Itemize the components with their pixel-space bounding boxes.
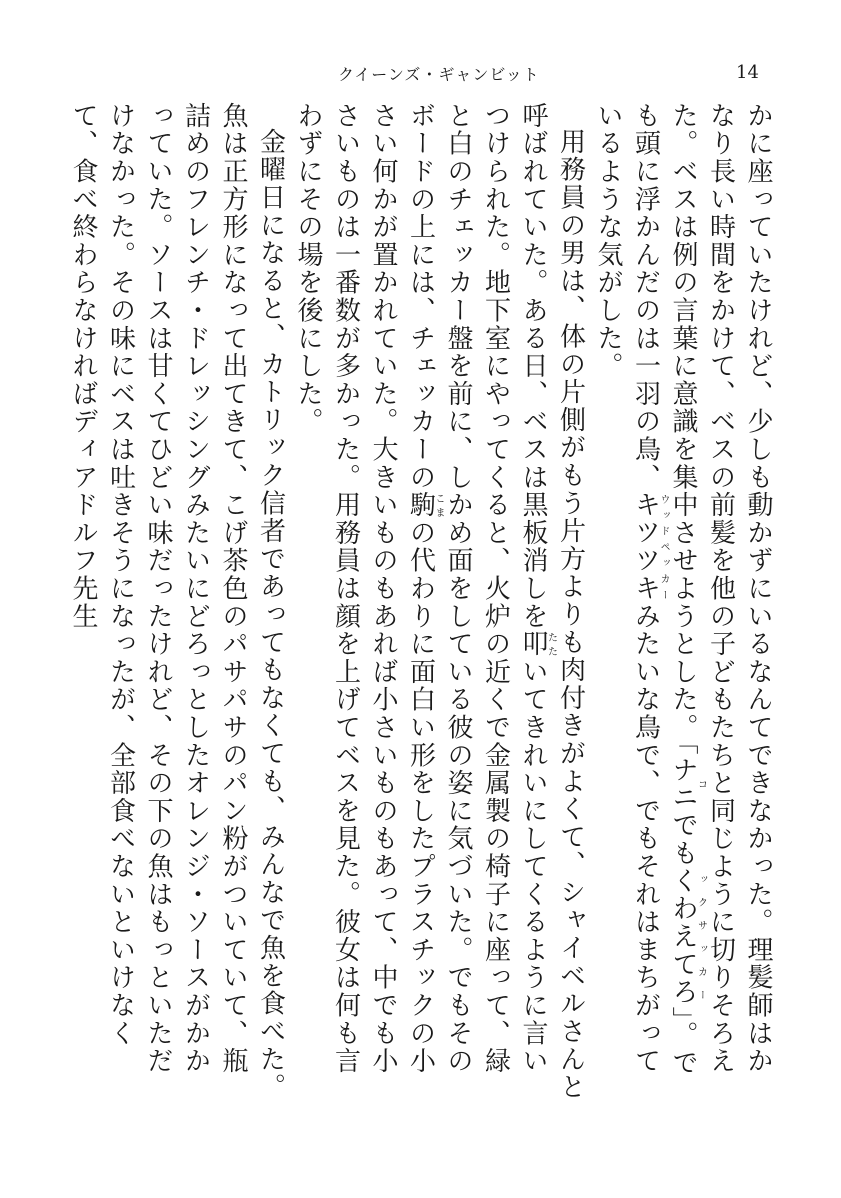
book-title: クイーンズ・ギャンビット (338, 65, 540, 84)
page-number: 14 (736, 62, 759, 83)
ruby-reading: たた (545, 630, 557, 659)
ruby-base: 叩 (518, 630, 548, 659)
paragraph-janitor (289, 102, 589, 1102)
ruby-reading: ウッドペッカー (658, 491, 669, 603)
ruby-annotation (668, 756, 707, 812)
running-head (0, 60, 841, 86)
ruby-annotation (630, 491, 669, 603)
ruby-reading: こま (433, 491, 444, 520)
text-run: いてきれいにしてくるように言いつけられた。地下室にやってくると、火炉の近くで金属製の椅子に座って、緑と白のチェッカー盤を前に、しかめ面をしている彼の姿に気づいた。でもそのボードの上には、チェッカーの (405, 102, 548, 1076)
ruby-base: キツツキ (630, 491, 661, 603)
ruby-annotation (668, 867, 707, 1007)
ruby-base: 駒 (405, 491, 436, 520)
ruby-base: くわえてろ (668, 867, 698, 1007)
ruby-annotation (518, 630, 557, 659)
ruby-reading: コ (695, 756, 707, 812)
text-run: 用務員の男は、体の片側がもう片方よりも肉付きがよくて、シャイベルさんと呼ばれていた。ある日、ベスは黒板消しを (518, 102, 586, 1101)
paragraph-continued (589, 102, 777, 1102)
text-run: の代わりに面白い形をしたプラスチックの小さい何かが置かれていた。大きいものもあれば小さいものもあって、中でも小さいものは一番数が多かった。用務員は顔を上げてベスを見た。彼女は何も言わずにその場を後にした。 (293, 102, 436, 1076)
text-run: 」。でも頭に浮かんだのは一羽の鳥、 (630, 102, 698, 1077)
ruby-reading: ックサッカー (695, 867, 707, 1007)
text-run: でも (668, 811, 698, 868)
text-run: かに座っていたけれど、少しも動かずにいるなんてできなかった。理髪師はかなり長い時間をかけて、ベスの前髪を他の子どもたちと同じように切りそろえた。ベスは例の言葉に意識を集中させようとした。「 (668, 102, 773, 1075)
ruby-annotation (405, 491, 444, 520)
ruby-base: ナニ (668, 756, 698, 812)
text-run: 金曜日になると、カトリック信者であってもなくても、みんなで魚を食べた。魚は正方形になって出てきて、こげ茶色のパサパサのパン粉がついていて、瓶詰めのフレンチ・ドレッシングみたいにどろっとしたオレンジ・ソースがかかっていた。ソースは甘くてひどい味だったけれど、その下の魚はもっといただけなかった。その味にベスは吐きそうになったが、全部食べないといけなくて、食べ終わらなければディアドルフ先生 (68, 102, 286, 1101)
text-run: みたいな鳥で、でもそれはまちがっているような気がした。 (593, 102, 661, 1076)
paragraph-friday (64, 102, 289, 1102)
body-text (68, 102, 776, 1102)
